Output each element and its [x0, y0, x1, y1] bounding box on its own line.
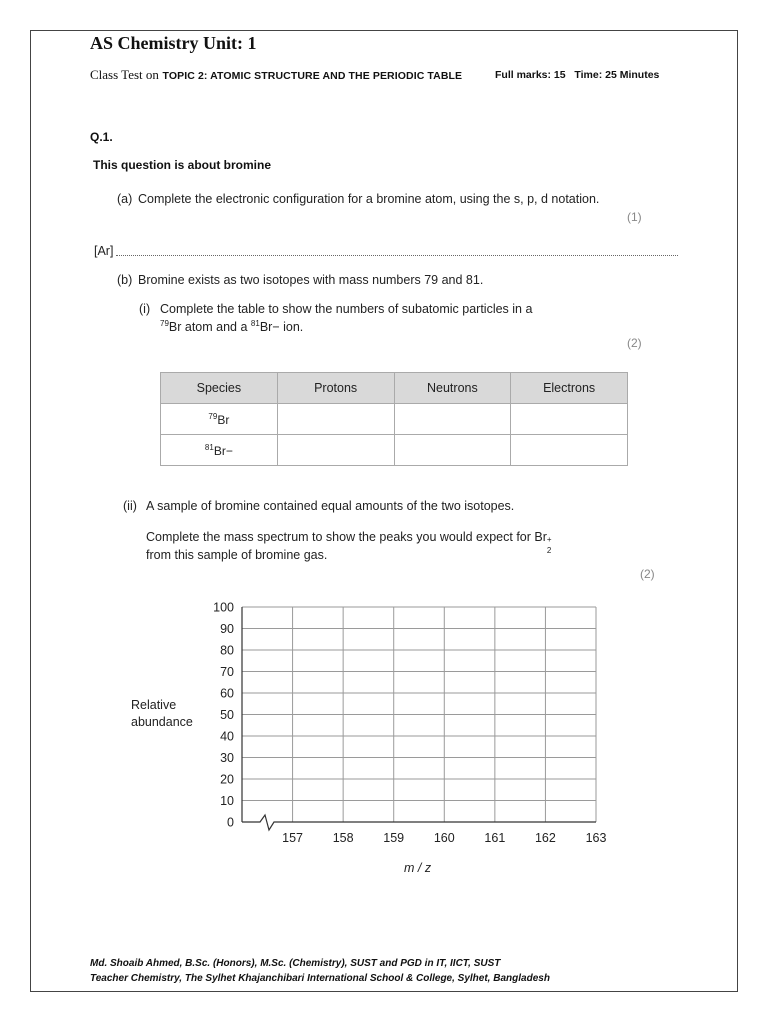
- y-tick-label: 90: [220, 622, 234, 636]
- topic-title: TOPIC 2: ATOMIC STRUCTURE AND THE PERIODIC TABLE: [162, 70, 463, 82]
- isotope-mass-81: 81: [250, 319, 260, 328]
- header-species: Species: [161, 373, 278, 404]
- question-number: Q.1.: [90, 130, 113, 144]
- chart-axes: [242, 607, 596, 830]
- x-tick-label: 160: [433, 831, 455, 845]
- part-b-i-mid1: Br atom and a: [168, 320, 251, 334]
- y-axis-label: Relative abundance: [131, 698, 193, 729]
- question-intro: This question is about bromine: [93, 158, 272, 172]
- species-cell: $^{79}$Br: [161, 404, 278, 435]
- y-tick-label: 80: [220, 643, 234, 658]
- class-test-prefix: Class Test on: [90, 67, 159, 82]
- y-tick-label: 30: [220, 751, 234, 765]
- header-electrons: Electrons: [511, 373, 628, 404]
- y-tick-label: 20: [220, 772, 234, 787]
- header-protons: Protons: [277, 373, 394, 404]
- header-neutrons: Neutrons: [394, 373, 511, 404]
- part-b-text: Bromine exists as two isotopes with mass numbers 79 and 81.: [138, 273, 484, 287]
- y-tick-label: 60: [220, 686, 234, 701]
- chart-tick-labels: [213, 601, 606, 846]
- part-b-ii-label: (ii): [123, 499, 137, 513]
- part-b-i-mark: (2): [627, 336, 642, 350]
- y-tick-label: 10: [220, 794, 234, 808]
- part-b-ii-line1: Complete the mass spectrum to show the peaks you would expect for Br + 2: [146, 530, 552, 555]
- part-a-label: (a): [117, 192, 133, 206]
- x-tick-label: 159: [383, 831, 405, 845]
- x-axis-break: [242, 815, 596, 830]
- y-tick-label: 70: [220, 665, 234, 679]
- chart-grid: [242, 607, 596, 822]
- y-tick-label: 40: [220, 729, 234, 744]
- x-tick-label: 157: [282, 831, 304, 845]
- page-title: AS Chemistry Unit: 1: [90, 33, 257, 53]
- br2-superscript: +: [546, 535, 552, 544]
- part-b-ii-mark: (2): [640, 567, 655, 581]
- isotope-mass-79: 79: [160, 319, 169, 328]
- x-tick-label: 161: [484, 831, 506, 845]
- part-b-i-mid2: Br− ion.: [259, 320, 304, 334]
- br2-subscript: 2: [546, 546, 552, 555]
- y-tick-label: 50: [220, 708, 234, 722]
- x-tick-label: 163: [585, 831, 607, 845]
- answer-prefix: [Ar]: [94, 244, 114, 258]
- x-axis-label: m / z: [404, 861, 432, 875]
- y-tick-label: 100: [213, 600, 234, 615]
- part-b-i-label: (i): [139, 302, 151, 316]
- full-marks: Full marks: 15: [495, 69, 566, 81]
- part-b-ii-text: A sample of bromine contained equal amounts of the two isotopes.: [146, 499, 515, 513]
- species-cell: $^{81}$Br−: [161, 435, 278, 466]
- part-b-ii-line2: from this sample of bromine gas.: [146, 548, 328, 562]
- part-a-text: Complete the electronic configuration for a bromine atom, using the s, p, d notation.: [138, 192, 600, 206]
- x-tick-label: 162: [534, 831, 556, 845]
- x-tick-label: 158: [332, 831, 354, 845]
- time-limit: Time: 25 Minutes: [574, 69, 660, 81]
- y-tick-label: 0: [227, 815, 234, 830]
- part-b-label: (b): [117, 273, 133, 287]
- footer-line-2: Teacher Chemistry, The Sylhet Khajanchibari International School & College, Sylhet, Bangladesh: [90, 973, 550, 984]
- footer-line-1: Md. Shoaib Ahmed, B.Sc. (Honors), M.Sc. (Chemistry), SUST and PGD in IT, IICT, SUST: [90, 958, 501, 969]
- part-b-i-line1: Complete the table to show the numbers of subatomic particles in a: [160, 302, 533, 316]
- part-a-mark: (1): [627, 210, 642, 224]
